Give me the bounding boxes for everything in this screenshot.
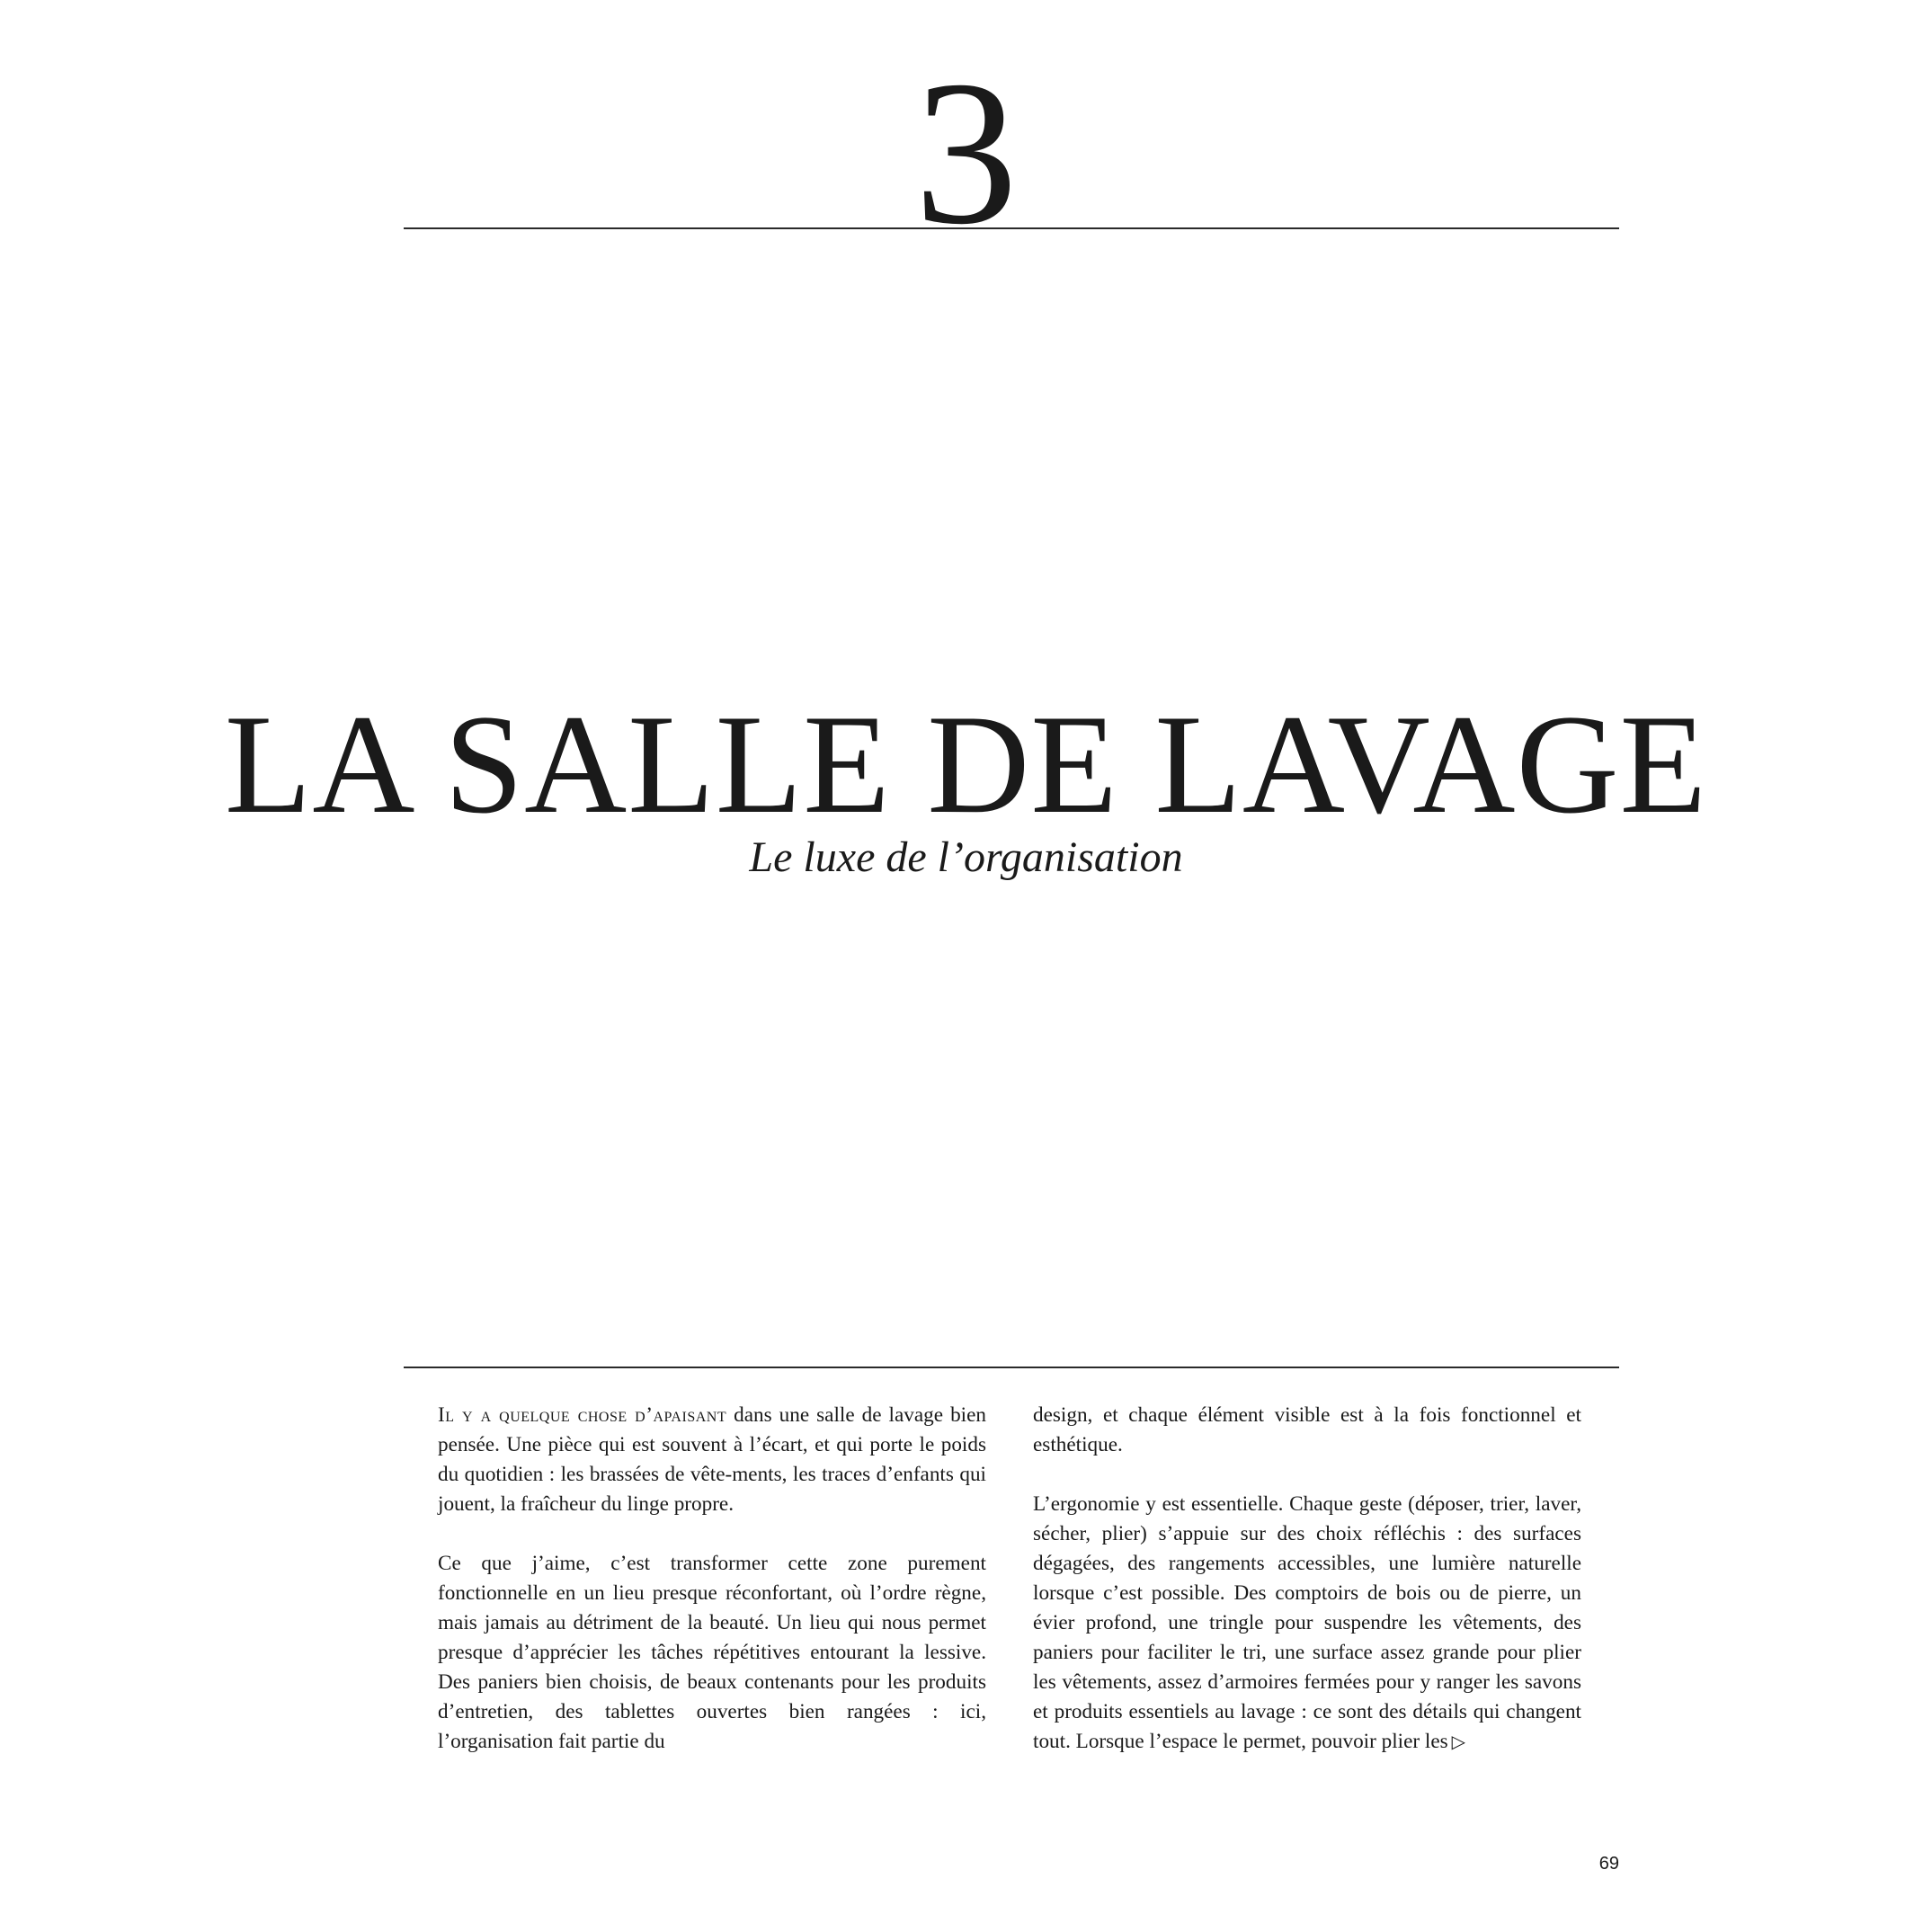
text-column-left [438, 1401, 986, 1757]
paragraph-text: dans une salle de lavage bien pensée. Une pièce qui est souvent à l’écart, et qui porte le poids du quotidien : les brassées de vête-ments, les traces d’enfants qui jouent, la fraîcheur du linge propre. [438, 1403, 986, 1516]
bottom-divider [404, 1367, 1619, 1368]
chapter-title: LA SALLE DE LAVAGE [224, 686, 1708, 843]
paragraph [1033, 1490, 1581, 1757]
text-column-right [1033, 1401, 1581, 1757]
chapter-number: 3 [914, 38, 1018, 267]
paragraph: design, et chaque élément visible est à la fois fonctionnel et esthétique. [1033, 1403, 1581, 1456]
top-divider [404, 227, 1619, 229]
paragraph [438, 1401, 986, 1519]
chapter-subtitle: Le luxe de l’organisation [749, 833, 1183, 881]
paragraph: Ce que j’aime, c’est transformer cette zone purement fonctionnelle en un lieu presque réconfortant, où l’ordre règne, mais jamais au détriment de la beauté. Un lieu qui nous permet presque d’apprécier les tâches répétitives entourant la lessive. Des paniers bien choisis, de beaux contenants pour les produits d’entretien, des tablettes ouvertes bien rangées : ici, l’organisation fait partie du [438, 1552, 986, 1753]
lead-in-smallcaps: Il y a quelque chose d’apaisant [438, 1403, 727, 1427]
continue-arrow-icon: ▷ [1451, 1731, 1466, 1752]
paragraph-text: L’ergonomie y est essentielle. Chaque geste (déposer, trier, laver, sécher, plier) s’appuie sur des choix réfléchis : des surfaces dégagées, des rangements accessibles, une lumière naturelle lorsque c’est possible. Des comptoirs de bois ou de pierre, un évier profond, une tringle pour suspendre les vêtements, des paniers pour faciliter le tri, une surface assez grande pour plier les vêtements, assez d’armoires fermées pour y ranger les savons et produits essentiels au lavage : ce sont des détails qui changent tout. Lorsque l’espace le permet, pouvoir plier les [1033, 1492, 1581, 1753]
page-number: 69 [1598, 1854, 1619, 1874]
